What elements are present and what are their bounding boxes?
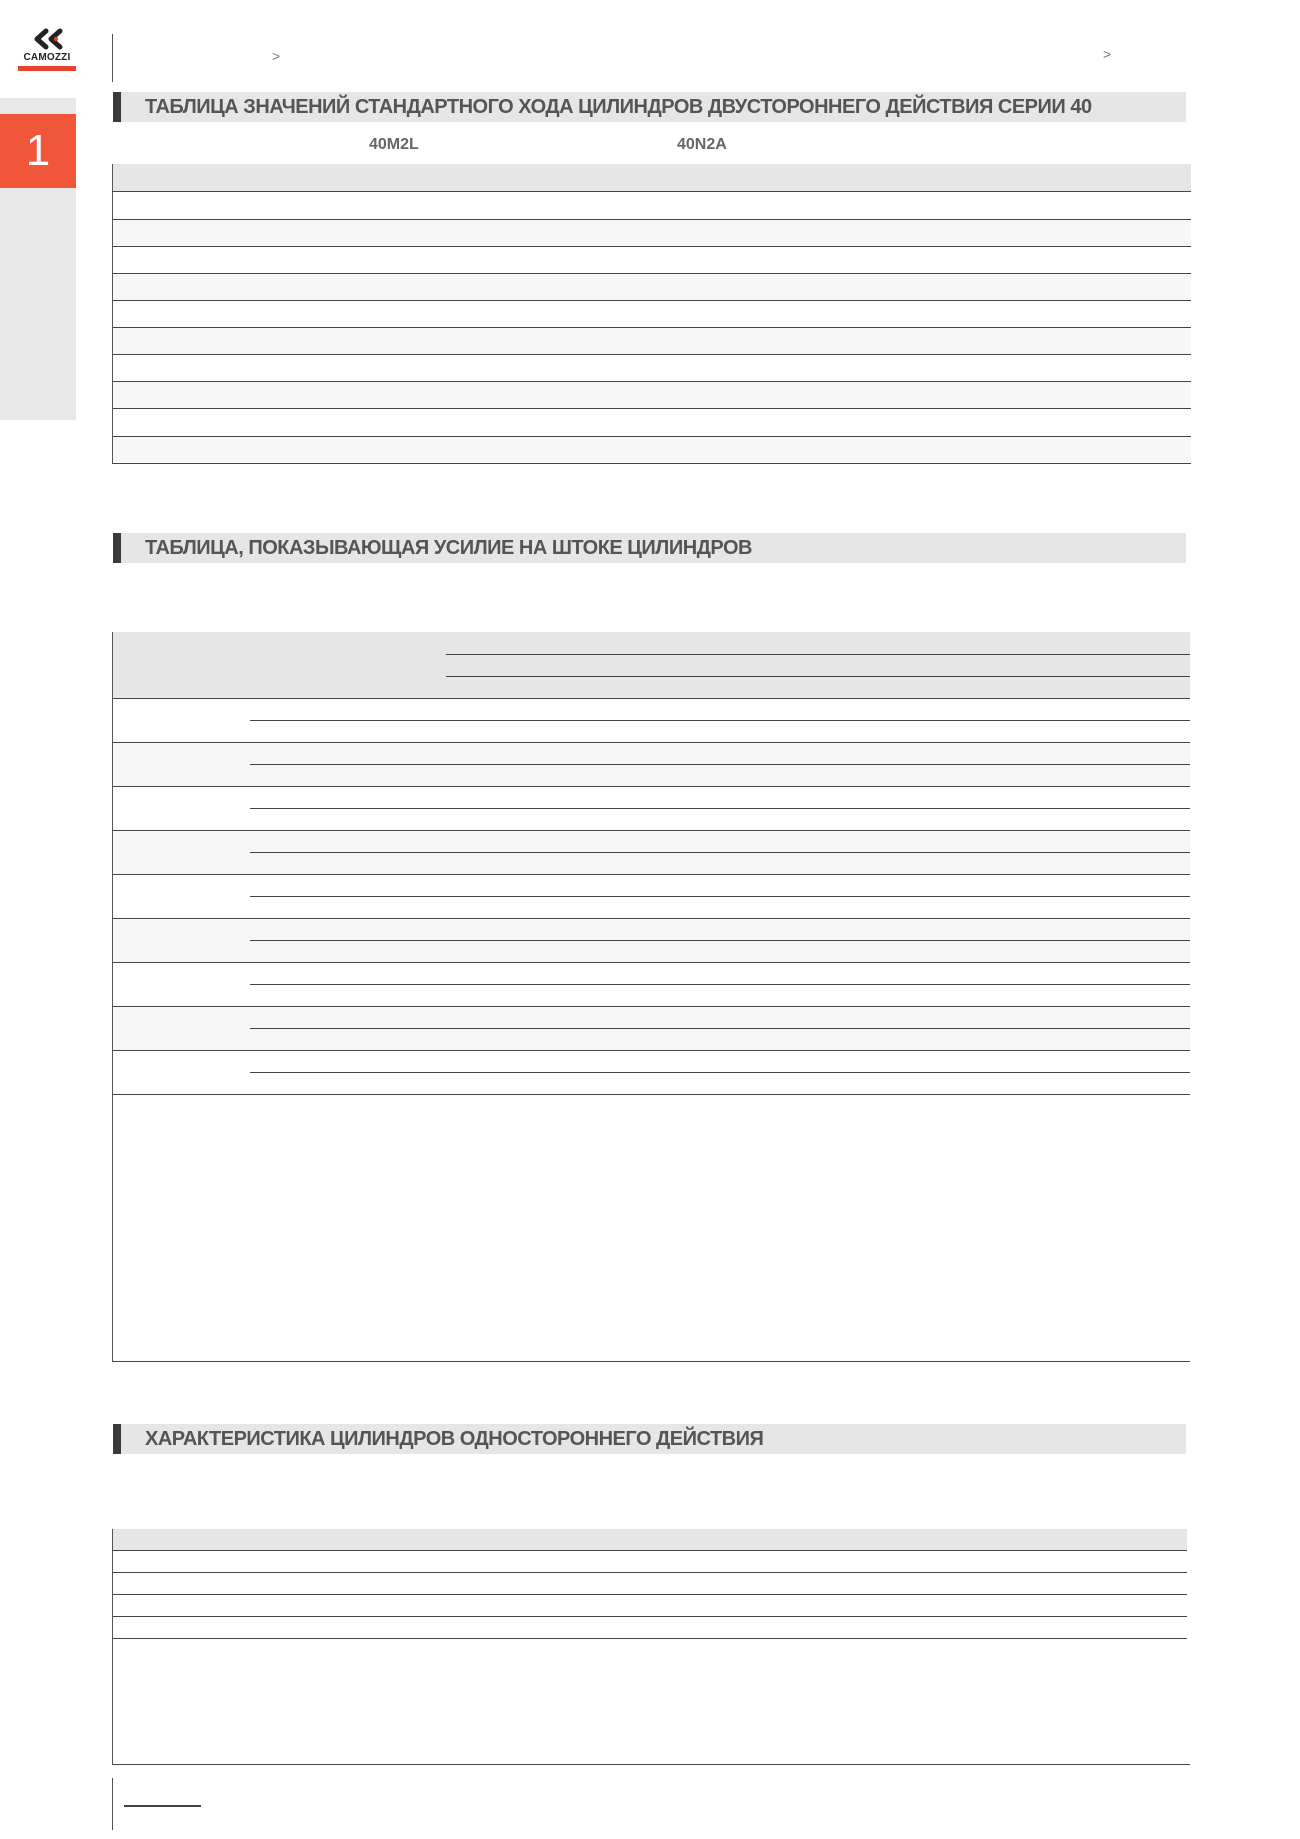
row-divider <box>250 1072 1190 1073</box>
row-divider <box>113 246 1191 247</box>
row-divider <box>113 962 1190 963</box>
header-divider <box>112 34 113 82</box>
table-row <box>113 436 1191 462</box>
section-title-force-table: ТАБЛИЦА, ПОКАЗЫВАЮЩАЯ УСИЛИЕ НА ШТОКЕ ЦИЛИНДРОВ <box>113 533 1186 563</box>
row-divider <box>250 720 1190 721</box>
row-divider <box>113 742 1190 743</box>
row-divider <box>113 1006 1190 1007</box>
table-row-group <box>113 919 1190 963</box>
row-divider <box>113 1050 1190 1051</box>
column-label-40m2l: 40M2L <box>369 136 419 153</box>
breadcrumb-separator: > <box>1103 46 1112 62</box>
row-divider <box>113 1094 1190 1095</box>
row-divider <box>113 463 1191 464</box>
header-divider <box>446 654 1190 655</box>
row-divider <box>113 1550 1187 1551</box>
row-divider <box>113 408 1191 409</box>
row-divider <box>113 918 1190 919</box>
row-divider <box>113 354 1191 355</box>
row-divider <box>250 984 1190 985</box>
table-bottom-rule <box>113 1764 1190 1765</box>
row-divider <box>113 1594 1187 1595</box>
table-row-group <box>113 831 1190 875</box>
row-divider <box>250 1028 1190 1029</box>
stroke-table-header-row <box>113 164 1191 191</box>
table-bottom-rule <box>113 1361 1190 1362</box>
force-table-header <box>113 632 1190 698</box>
row-divider <box>113 219 1191 220</box>
single-acting-table <box>112 1529 113 1765</box>
row-divider <box>250 896 1190 897</box>
row-divider <box>250 808 1190 809</box>
column-label-40n2a: 40N2A <box>677 136 727 153</box>
chapter-tab[interactable]: 1 <box>0 114 76 188</box>
camozzi-logo <box>18 28 76 76</box>
table-row-group <box>113 743 1190 787</box>
row-divider <box>113 1616 1187 1617</box>
camozzi-logo-icon <box>32 28 64 50</box>
row-divider <box>113 1638 1187 1639</box>
table-row <box>113 274 1191 300</box>
stroke-table <box>112 164 113 464</box>
row-divider <box>113 698 1190 699</box>
row-divider <box>113 191 1191 192</box>
row-divider <box>113 300 1191 301</box>
row-divider <box>250 852 1190 853</box>
table-row <box>113 220 1191 246</box>
footer-divider <box>112 1778 113 1830</box>
row-divider <box>113 436 1191 437</box>
row-divider <box>113 273 1191 274</box>
breadcrumb-separator: > <box>272 48 281 64</box>
row-divider <box>113 1572 1187 1573</box>
brand-accent-bar <box>18 66 76 71</box>
row-divider <box>113 830 1190 831</box>
row-divider <box>250 940 1190 941</box>
row-divider <box>113 381 1191 382</box>
single-acting-header-row <box>113 1529 1187 1550</box>
row-divider <box>113 874 1190 875</box>
header-divider <box>446 676 1190 677</box>
brand-wordmark: CAMOZZI <box>23 52 71 63</box>
row-divider <box>250 764 1190 765</box>
section-title-stroke-table: ТАБЛИЦА ЗНАЧЕНИЙ СТАНДАРТНОГО ХОДА ЦИЛИНДРОВ ДВУСТОРОННЕГО ДЕЙСТВИЯ СЕРИИ 40 <box>113 92 1186 122</box>
row-divider <box>113 327 1191 328</box>
footer-rule <box>124 1805 201 1807</box>
table-row <box>113 328 1191 354</box>
section-title-single-acting: ХАРАКТЕРИСТИКА ЦИЛИНДРОВ ОДНОСТОРОННЕГО ДЕЙСТВИЯ <box>113 1424 1186 1454</box>
table-row-group <box>113 1007 1190 1051</box>
row-divider <box>113 786 1190 787</box>
table-row <box>113 382 1191 408</box>
